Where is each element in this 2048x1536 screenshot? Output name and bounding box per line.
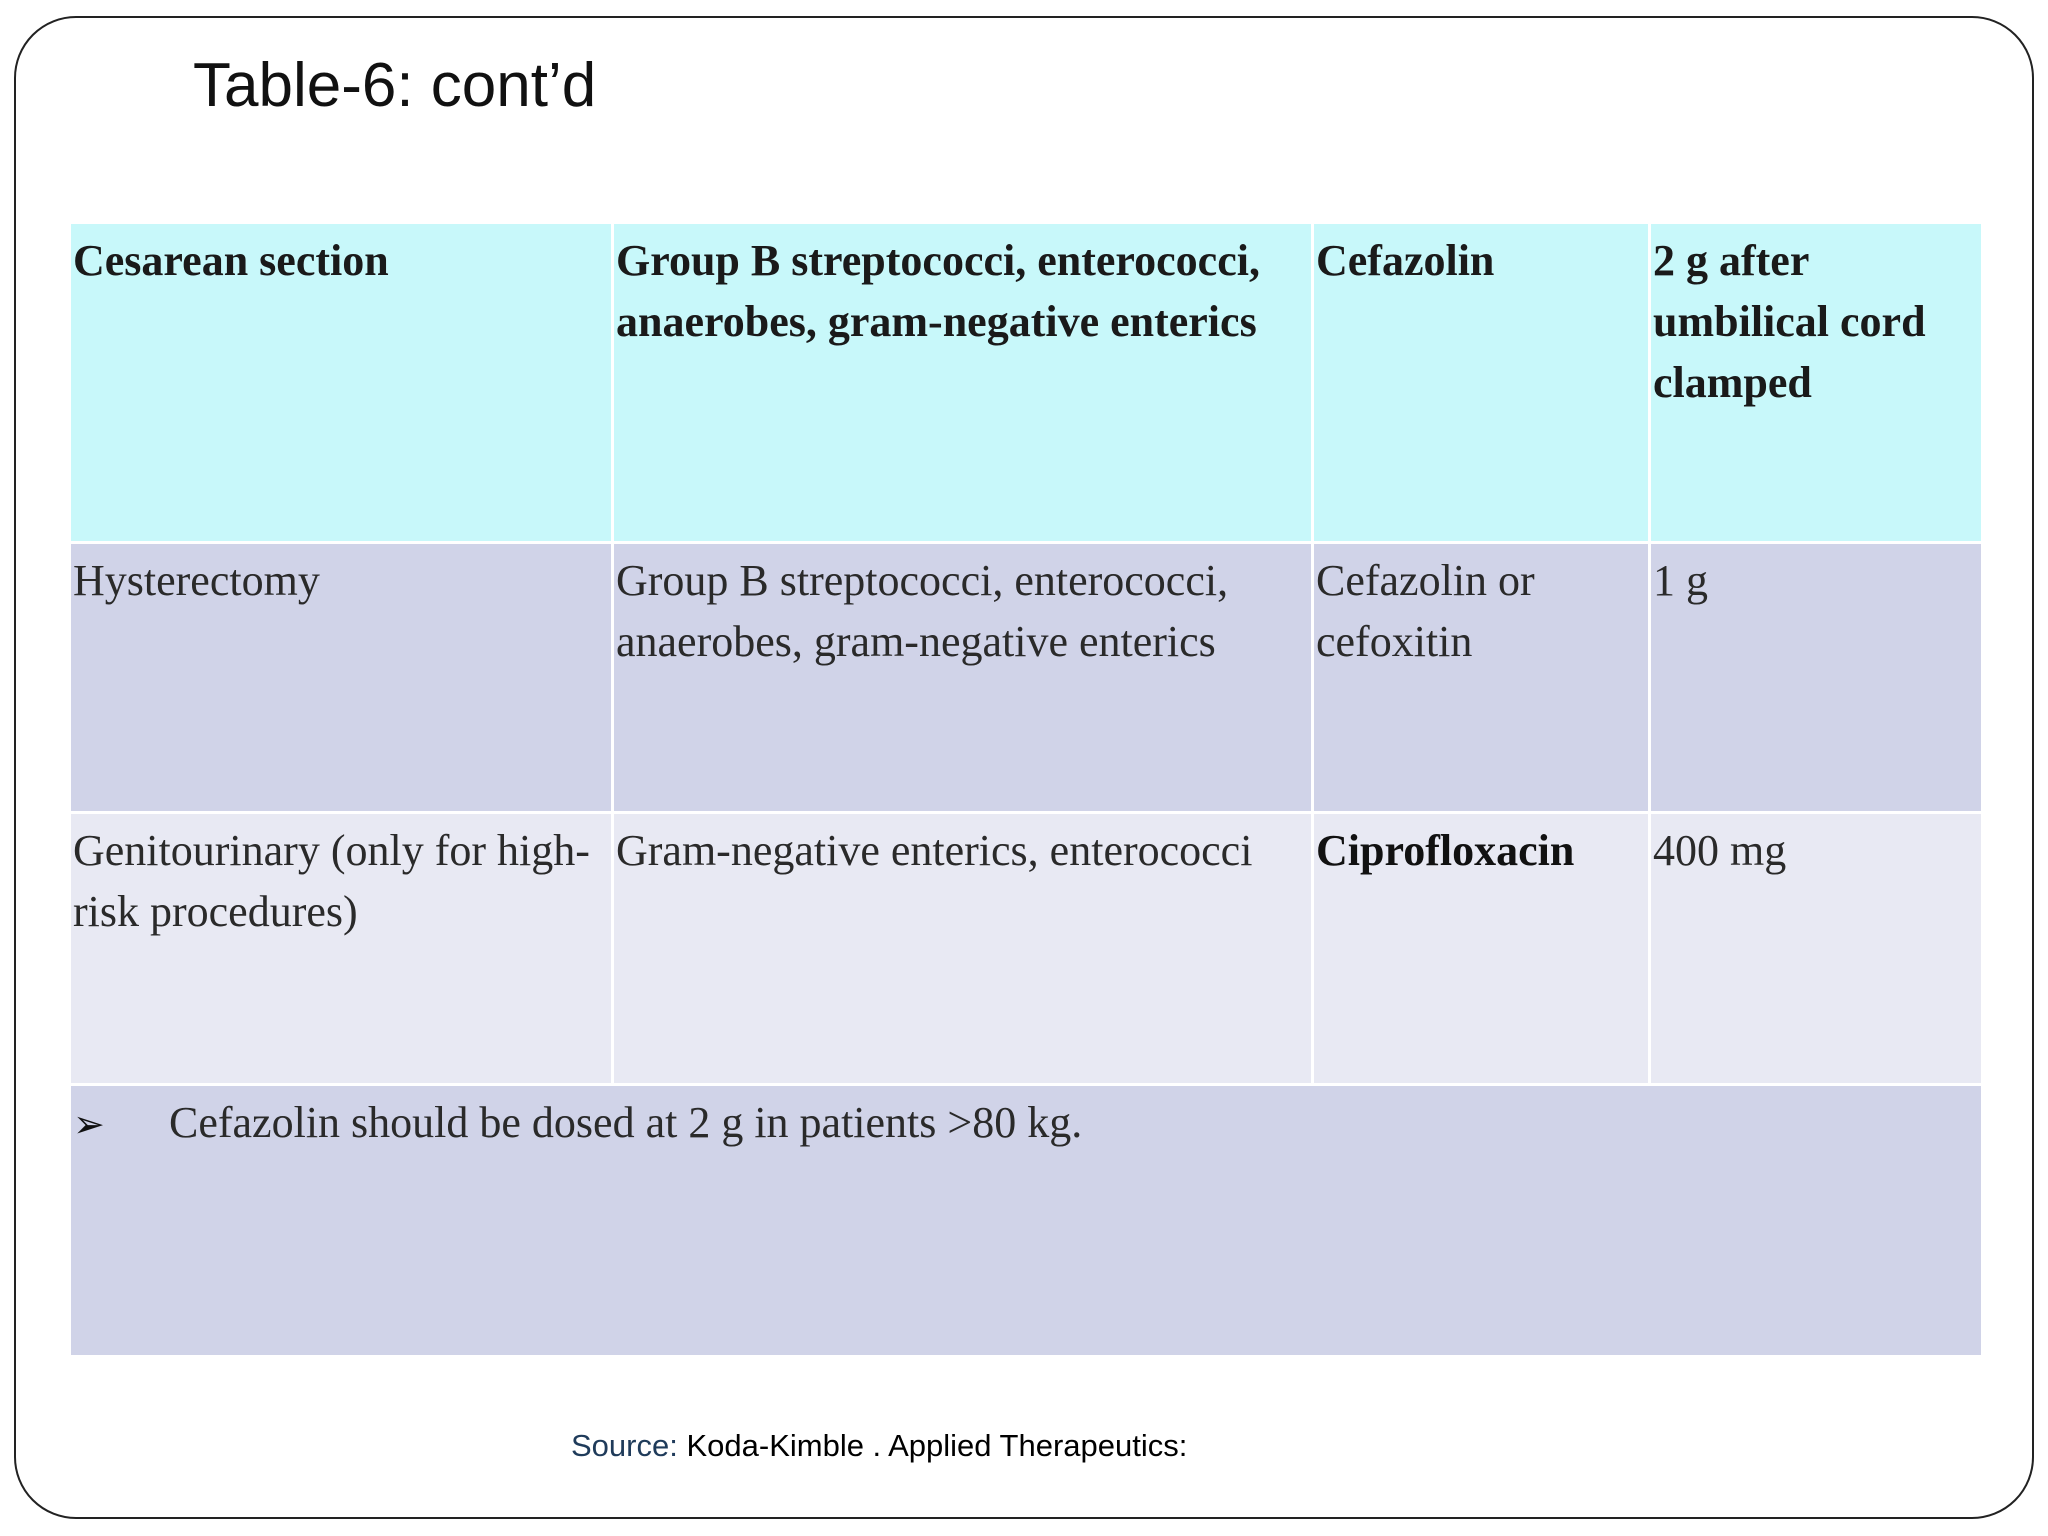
cell-dose: 2 g after umbilical cord clamped [1650,223,1983,543]
cell-pathogens: Gram-negative enterics, enterococci [613,813,1313,1085]
cell-pathogens: Group B streptococci, enterococci, anaerobes, gram-negative enterics [613,223,1313,543]
cell-dose: 400 mg [1650,813,1983,1085]
table-row-note [70,1085,1983,1357]
cell-antimicrobial: Cefazolin or cefoxitin [1313,543,1650,813]
cell-antimicrobial: Ciprofloxacin [1313,813,1650,1085]
cell-pathogens: Group B streptococci, enterococci, anaerobes, gram-negative enterics [613,543,1313,813]
table-row-hysterectomy [70,543,1983,813]
source-text: Koda-Kimble . Applied Therapeutics: [686,1428,1188,1463]
table-row-genitourinary [70,813,1983,1085]
source-citation [571,1428,1187,1464]
arrow-bullet-icon: ➢ [73,1102,105,1146]
cell-procedure: Cesarean section [70,223,613,543]
cell-dose: 1 g [1650,543,1983,813]
note-cell [70,1085,1983,1357]
slide-title: Table-6: cont’d [193,51,597,120]
cell-antimicrobial: Cefazolin [1313,223,1650,543]
note-text: Cefazolin should be dosed at 2 g in patients >80 kg. [169,1098,1083,1147]
cell-procedure: Genitourinary (only for high-risk procedures) [70,813,613,1085]
prophylaxis-table [68,221,1984,1358]
cell-procedure: Hysterectomy [70,543,613,813]
source-label: Source: [571,1428,678,1463]
table-row-cesarean [70,223,1983,543]
